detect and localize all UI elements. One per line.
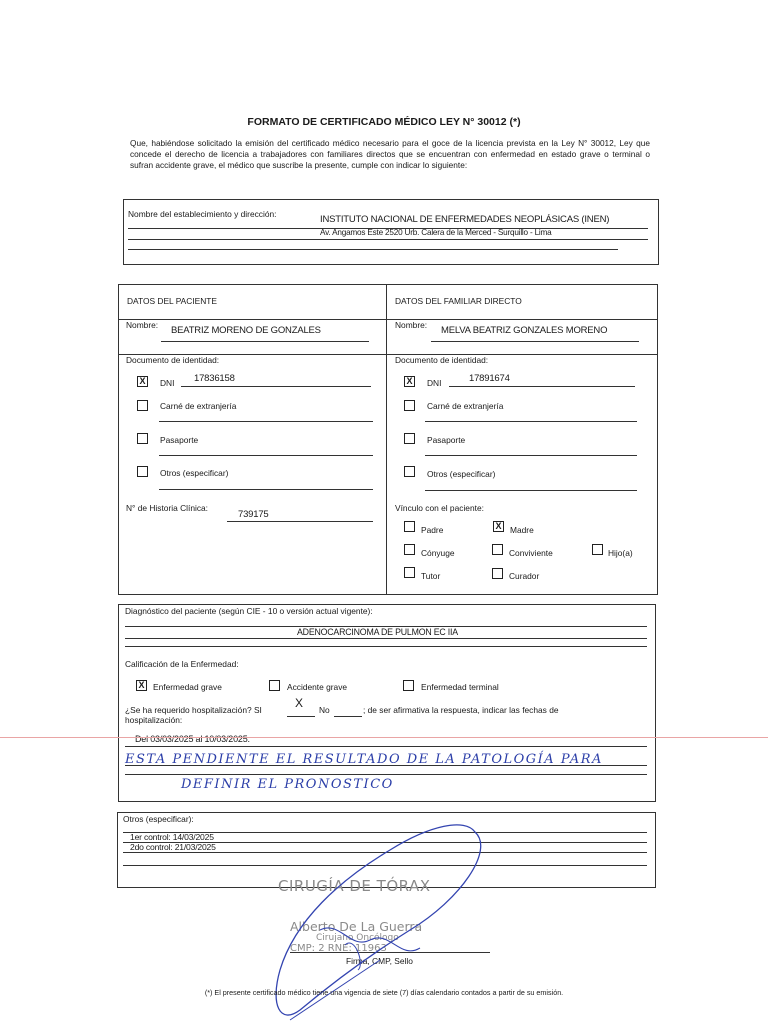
hospitalizacion-no-label: No — [319, 705, 330, 715]
padre-label: Padre — [421, 525, 444, 535]
others-line1: 1er control: 14/03/2025 — [130, 832, 214, 842]
relative-carne-label: Carné de extranjería — [427, 401, 504, 411]
hijo-checkbox[interactable] — [592, 544, 603, 555]
calificacion-label: Calificación de la Enfermedad: — [125, 659, 239, 669]
relative-otros-checkbox[interactable] — [404, 466, 415, 477]
relative-dni-label: DNI — [427, 378, 442, 388]
stamp-specialty: Cirujano Oncólogo — [316, 933, 399, 943]
patient-name-label: Nombre: — [126, 320, 159, 330]
patient-relative-box — [118, 284, 658, 595]
patient-otros-label: Otros (especificar) — [160, 468, 229, 478]
relative-header: DATOS DEL FAMILIAR DIRECTO — [395, 296, 522, 306]
curador-checkbox[interactable] — [492, 568, 503, 579]
stamp-department: CIRUGÍA DE TÓRAX — [278, 877, 431, 895]
patient-carne-label: Carné de extranjería — [160, 401, 237, 411]
patient-pasaporte-label: Pasaporte — [160, 435, 199, 445]
diagnosis-label: Diagnóstico del paciente (según CIE - 10 o versión actual vigente): — [125, 606, 373, 616]
patient-hc: 739175 — [238, 509, 269, 520]
patient-carne-checkbox[interactable] — [137, 400, 148, 411]
conyuge-checkbox[interactable] — [404, 544, 415, 555]
establishment-box — [123, 199, 659, 265]
padre-checkbox[interactable] — [404, 521, 415, 532]
conyuge-label: Cónyuge — [421, 548, 455, 558]
handwritten-note-line1: ESTA PENDIENTE EL RESULTADO DE LA PATOLOGÍA PARA — [125, 752, 603, 767]
footnote: (*) El presente certificado médico tiene una vigencia de siete (7) días calendario contados a partir de su emisión. — [204, 988, 564, 997]
relative-carne-checkbox[interactable] — [404, 400, 415, 411]
relative-dni-checkbox[interactable]: X — [404, 376, 415, 387]
diagnosis-box — [118, 604, 656, 802]
patient-dni-label: DNI — [160, 378, 175, 388]
patient-header: DATOS DEL PACIENTE — [127, 296, 217, 306]
madre-label: Madre — [510, 525, 534, 535]
signature-label: Firma, CMP, Sello — [346, 956, 413, 966]
diagnosis-value: ADENOCARCINOMA DE PULMON EC IIA — [297, 627, 458, 637]
terminal-label: Enfermedad terminal — [421, 682, 499, 692]
grave-label: Enfermedad grave — [153, 682, 222, 692]
relative-doc-label: Documento de identidad: — [395, 355, 489, 365]
establishment-label: Nombre del establecimiento y dirección: — [128, 209, 277, 219]
hospitalizacion-dates: Del 03/03/2025 al 10/03/2025. — [135, 734, 250, 744]
scan-artifact-line — [0, 737, 768, 738]
conviviente-checkbox[interactable] — [492, 544, 503, 555]
grave-checkbox[interactable]: X — [136, 680, 147, 691]
establishment-name: INSTITUTO NACIONAL DE ENFERMEDADES NEOPLÁSICAS (INEN) — [320, 214, 610, 225]
form-title: FORMATO DE CERTIFICADO MÉDICO LEY N° 30012 (*) — [247, 116, 521, 128]
patient-pasaporte-checkbox[interactable] — [137, 433, 148, 444]
hospitalizacion-label: hospitalización: — [125, 715, 183, 725]
intro-paragraph: Que, habiéndose solicitado la emisión del certificado médico necesario para el goce de la licencia prevista en la Ley N° 30012, Ley que concede el derecho de licencia a trabajadores con familiares directos que se encuentran con enfermedad en estado grave o terminal o sufran accidente grave, el médico que suscribe la presente, cumple con indicar lo siguiente: — [130, 138, 650, 170]
patient-hc-label: N° de Historia Clínica: — [126, 503, 209, 513]
others-line2: 2do control: 21/03/2025 — [130, 842, 216, 852]
relative-name: MELVA BEATRIZ GONZALES MORENO — [441, 325, 608, 336]
patient-name: BEATRIZ MORENO DE GONZALES — [171, 325, 321, 336]
hijo-label: Hijo(a) — [608, 548, 633, 558]
madre-checkbox[interactable]: X — [493, 521, 504, 532]
patient-dni: 17836158 — [194, 373, 235, 384]
stamp-doctor: Alberto De La Guerra — [290, 919, 423, 934]
relative-dni: 17891674 — [469, 373, 510, 384]
patient-otros-checkbox[interactable] — [137, 466, 148, 477]
hospitalizacion-question: ¿Se ha requerido hospitalización? SI — [125, 705, 262, 715]
curador-label: Curador — [509, 571, 540, 581]
relative-pasaporte-label: Pasaporte — [427, 435, 466, 445]
relative-pasaporte-checkbox[interactable] — [404, 433, 415, 444]
others-label: Otros (especificar): — [123, 814, 194, 824]
stamp-cmp: CMP: 2 RNE: 11963 — [290, 943, 387, 954]
patient-doc-label: Documento de identidad: — [126, 355, 220, 365]
relative-name-label: Nombre: — [395, 320, 428, 330]
establishment-address: Av. Angamos Este 2520 Urb. Calera de la Merced - Surquillo - Lima — [320, 228, 552, 237]
tutor-label: Tutor — [421, 571, 441, 581]
terminal-checkbox[interactable] — [403, 680, 414, 691]
tutor-checkbox[interactable] — [404, 567, 415, 578]
conviviente-label: Conviviente — [509, 548, 553, 558]
handwritten-note-line2: DEFINIR EL PRONOSTICO — [181, 777, 394, 792]
accidente-label: Accidente grave — [287, 682, 348, 692]
accidente-checkbox[interactable] — [269, 680, 280, 691]
relative-vinculo-label: Vínculo con el paciente: — [395, 503, 484, 513]
hospitalizacion-instructions: ; de ser afirmativa la respuesta, indicar las fechas de — [363, 705, 559, 715]
hospitalizacion-si-mark: X — [295, 696, 303, 710]
patient-dni-checkbox[interactable]: X — [137, 376, 148, 387]
relative-otros-label: Otros (especificar) — [427, 469, 496, 479]
